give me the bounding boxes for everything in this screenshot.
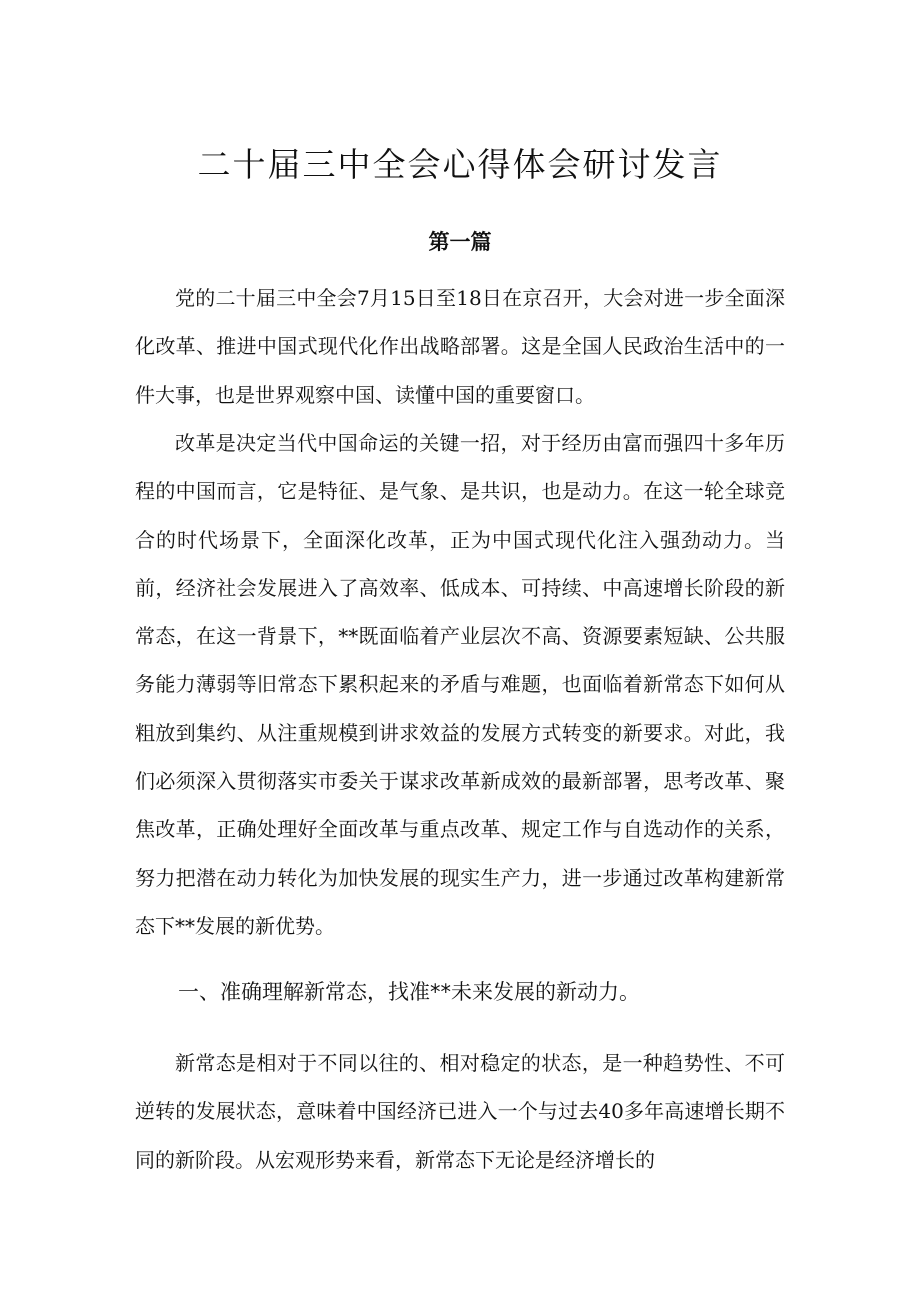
- body-paragraph-1: 党的二十届三中全会7月15日至18日在京召开，大会对进一步全面深化改革、推进中国式现代化作出战略部署。这是全国人民政治生活中的一件大事，也是世界观察中国、读懂中国的重要窗口。: [135, 286, 785, 407]
- section-paragraph-1: 新常态是相对于不同以往的、相对稳定的状态，是一种趋势性、不可逆转的发展状态，意味着中国经济已进入一个与过去40多年高速增长期不同的新阶段。从宏观形势来看，新常态下无论是经济增长的: [135, 1051, 785, 1172]
- section-heading-1: 一、准确理解新常态，找准**未来发展的新动力。: [178, 980, 640, 1004]
- body-paragraph-2: 改革是决定当代中国命运的关键一招，对于经历由富而强四十多年历程的中国而言，它是特征、是气象、是共识，也是动力。在这一轮全球竞合的时代场景下，全面深化改革，正为中国式现代化注入强劲动力。当前，经济社会发展进入了高效率、低成本、可持续、中高速增长阶段的新常态，在这一背景下，**既面临着产业层次不高、资源要素短缺、公共服务能力薄弱等旧常态下累积起来的矛盾与难题，也面临着新常态下如何从粗放到集约、从注重规模到讲求效益的发展方式转变的新要求。对此，我们必须深入贯彻落实市委关于谋求改革新成效的最新部署，思考改革、聚焦改革，正确处理好全面改革与重点改革、规定工作与自选动作的关系，努力把潜在动力转化为加快发展的现实生产力，进一步通过改革构建新常态下**发展的新优势。: [135, 431, 785, 938]
- document-title: 二十届三中全会心得体会研讨发言: [197, 145, 723, 184]
- document-subtitle: 第一篇: [428, 230, 492, 254]
